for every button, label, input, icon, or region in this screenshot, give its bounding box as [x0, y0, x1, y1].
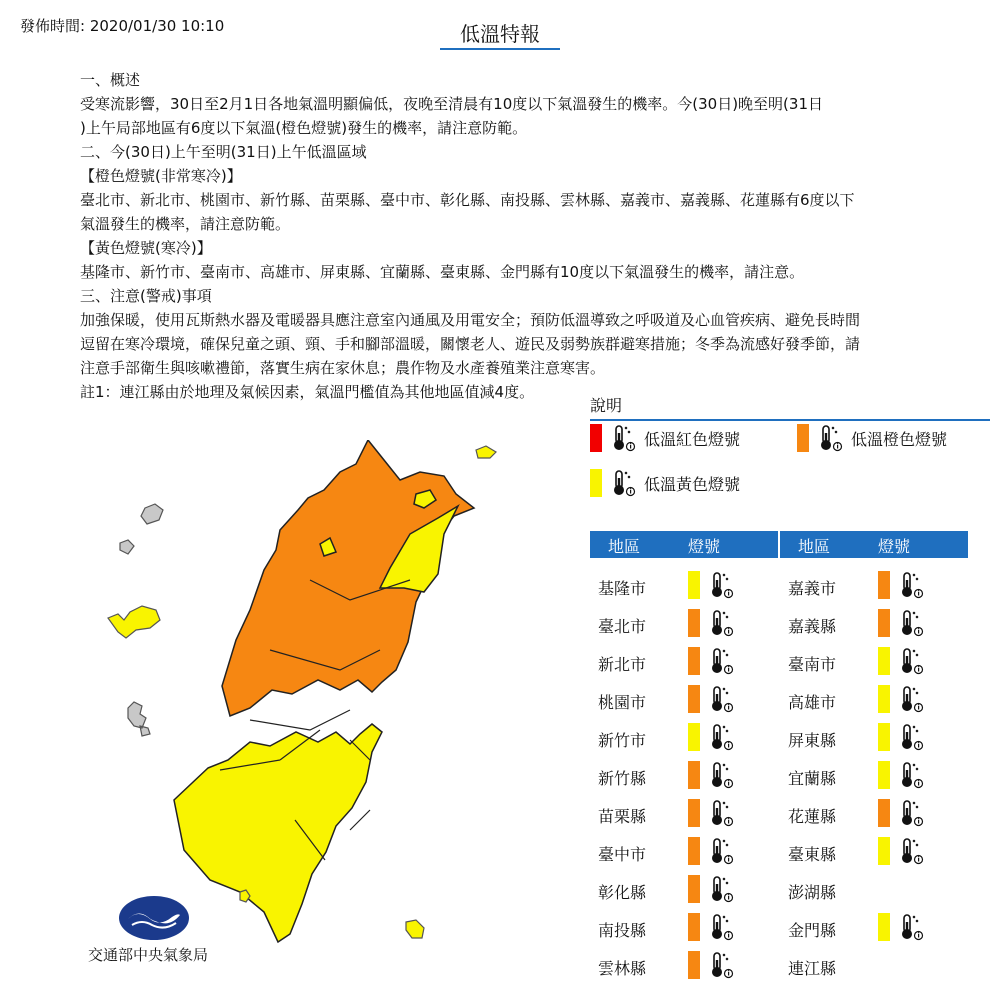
- cwb-logo: [118, 895, 190, 941]
- legend-title: 說明: [590, 393, 990, 421]
- region-name: 嘉義市: [788, 579, 837, 598]
- orange-swatch: [688, 875, 700, 903]
- red-swatch: [590, 424, 602, 452]
- region-name: 苗栗縣: [598, 807, 647, 826]
- region-name: 嘉義縣: [788, 617, 837, 636]
- text-line: 基隆市、新竹市、臺南市、高雄市、屏東縣、宜蘭縣、臺東縣、金門縣有10度以下氣溫發生的機率，請注意。: [80, 263, 805, 281]
- yellow-swatch: [878, 685, 890, 713]
- region-name: 臺東縣: [788, 845, 837, 864]
- table-row: [780, 871, 968, 909]
- region-table-left: [590, 531, 778, 978]
- text-line: 三、注意(警戒)事項: [80, 287, 212, 305]
- legend-orange: [797, 424, 947, 452]
- region-name: 桃園市: [598, 693, 647, 712]
- table-row: [780, 643, 968, 681]
- orange-swatch: [878, 571, 890, 599]
- table-row: [780, 567, 968, 605]
- region-name: 高雄市: [788, 693, 837, 712]
- agency-name: 交通部中央氣象局: [88, 946, 209, 964]
- text-line: 注意手部衛生與咳嗽禮節，落實生病在家休息；農作物及水產養殖業注意寒害。: [80, 359, 606, 377]
- thermometer-icon: [896, 685, 924, 713]
- table-row: [590, 567, 778, 605]
- legend-yellow: [590, 469, 740, 497]
- region-name: 金門縣: [788, 921, 837, 940]
- region-name: 雲林縣: [598, 959, 647, 978]
- table-row: [590, 909, 778, 947]
- orange-swatch: [688, 685, 700, 713]
- region-name: 臺南市: [788, 655, 837, 674]
- table-row: [590, 795, 778, 833]
- kinmen-island: [108, 606, 160, 638]
- legend-red-label: 低溫紅色燈號: [644, 429, 741, 449]
- thermometer-icon: [896, 723, 924, 751]
- green-island: [406, 920, 424, 938]
- issue-time: 發佈時間: 2020/01/30 10:10: [20, 17, 225, 35]
- table-row: [780, 795, 968, 833]
- penghu-island: [128, 702, 150, 736]
- orange-swatch: [688, 799, 700, 827]
- region-name: 新北市: [598, 655, 647, 674]
- yellow-swatch: [688, 723, 700, 751]
- page-title: 低溫特報: [440, 18, 560, 50]
- legend: [590, 393, 990, 421]
- yellow-swatch: [878, 761, 890, 789]
- yellow-swatch: [878, 723, 890, 751]
- region-name: 臺中市: [598, 845, 647, 864]
- col-light-header: 燈號: [878, 537, 911, 556]
- pengjia-islet: [476, 446, 496, 458]
- thermometer-icon: [896, 837, 924, 865]
- table-row: [590, 947, 778, 985]
- thermometer-icon: [706, 875, 734, 903]
- text-line: 受寒流影響，30日至2月1日各地氣溫明顯偏低，夜晚至清晨有10度以下氣溫發生的機率。今(30日)晚至明(31日: [80, 95, 823, 113]
- orange-swatch: [688, 609, 700, 637]
- region-name: 花蓮縣: [788, 807, 837, 826]
- table-row: [590, 681, 778, 719]
- thermometer-icon: [706, 723, 734, 751]
- thermometer-icon: [896, 609, 924, 637]
- thermometer-icon: [706, 951, 734, 979]
- region-name: 新竹市: [598, 731, 647, 750]
- thermometer-icon: [896, 571, 924, 599]
- region-name: 屏東縣: [788, 731, 837, 750]
- table-row: [780, 719, 968, 757]
- orange-swatch: [878, 609, 890, 637]
- region-name: 南投縣: [598, 921, 647, 940]
- table-row: [590, 757, 778, 795]
- thermometer-icon: [896, 799, 924, 827]
- region-name: 宜蘭縣: [788, 769, 837, 788]
- thermometer-icon: [815, 424, 843, 452]
- table-row: [780, 909, 968, 947]
- text-line: 臺北市、新北市、桃園市、新竹縣、苗栗縣、臺中市、彰化縣、南投縣、雲林縣、嘉義市、嘉義縣、花蓮縣有6度以下: [80, 191, 855, 209]
- region-name: 彰化縣: [598, 883, 647, 902]
- thermometer-icon: [706, 609, 734, 637]
- text-line: 加強保暖，使用瓦斯熱水器及電暖器具應注意室內通風及用電安全；預防低溫導致之呼吸道及心血管疾病、避免長時間: [80, 311, 861, 329]
- text-line: 【橙色燈號(非常寒冷)】: [80, 167, 242, 185]
- table-row: [590, 605, 778, 643]
- table-row: [780, 605, 968, 643]
- col-region-header: 地區: [798, 537, 831, 556]
- thermometer-icon: [706, 761, 734, 789]
- orange-swatch: [878, 799, 890, 827]
- thermometer-icon: [706, 571, 734, 599]
- yellow-swatch: [878, 913, 890, 941]
- region-name: 基隆市: [598, 579, 647, 598]
- legend-orange-label: 低溫橙色燈號: [851, 429, 948, 449]
- table-row: [590, 719, 778, 757]
- region-name: 連江縣: [788, 959, 837, 978]
- bulletin-text: [80, 68, 930, 404]
- table-row: [780, 681, 968, 719]
- thermometer-icon: [896, 761, 924, 789]
- yellow-swatch: [878, 647, 890, 675]
- yellow-swatch: [688, 571, 700, 599]
- orange-swatch: [688, 837, 700, 865]
- matsu-island: [120, 504, 163, 554]
- thermometer-icon: [608, 424, 636, 452]
- taiwan-yellow-south: [174, 724, 382, 942]
- orange-swatch: [688, 761, 700, 789]
- region-table-right: [780, 531, 968, 978]
- orange-swatch: [688, 647, 700, 675]
- taiwan-orange-region: [222, 440, 474, 716]
- table-row: [590, 871, 778, 909]
- table-row: [590, 643, 778, 681]
- text-line: 逗留在寒冷環境，確保兒童之頭、頸、手和腳部溫暖，關懷老人、遊民及弱勢族群避寒措施；冬季為流感好發季節，請: [80, 335, 861, 353]
- text-line: 註1：連江縣由於地理及氣候因素，氣溫門檻值為其他地區值減4度。: [80, 383, 535, 401]
- table-header: [590, 531, 778, 558]
- legend-red: [590, 424, 740, 452]
- orange-swatch: [688, 913, 700, 941]
- thermometer-icon: [706, 647, 734, 675]
- col-light-header: 燈號: [688, 537, 721, 556]
- yellow-swatch: [878, 837, 890, 865]
- thermometer-icon: [706, 837, 734, 865]
- table-row: [780, 947, 968, 985]
- text-line: 【黃色燈號(寒冷)】: [80, 239, 212, 257]
- text-line: 二、今(30日)上午至明(31日)上午低溫區域: [80, 143, 367, 161]
- table-row: [780, 757, 968, 795]
- orange-swatch: [688, 951, 700, 979]
- thermometer-icon: [706, 913, 734, 941]
- region-name: 澎湖縣: [788, 883, 837, 902]
- text-line: 氣溫發生的機率，請注意防範。: [80, 215, 291, 233]
- table-header: [780, 531, 968, 558]
- text-line: )上午局部地區有6度以下氣溫(橙色燈號)發生的機率，請注意防範。: [80, 119, 528, 137]
- thermometer-icon: [896, 913, 924, 941]
- thermometer-icon: [706, 685, 734, 713]
- legend-yellow-label: 低溫黃色燈號: [644, 474, 741, 494]
- thermometer-icon: [608, 469, 636, 497]
- region-name: 臺北市: [598, 617, 647, 636]
- thermometer-icon: [896, 647, 924, 675]
- yellow-swatch: [590, 469, 602, 497]
- orange-swatch: [797, 424, 809, 452]
- region-name: 新竹縣: [598, 769, 647, 788]
- thermometer-icon: [706, 799, 734, 827]
- text-line: 一、概述: [80, 71, 141, 89]
- table-row: [780, 833, 968, 871]
- table-row: [590, 833, 778, 871]
- col-region-header: 地區: [608, 537, 641, 556]
